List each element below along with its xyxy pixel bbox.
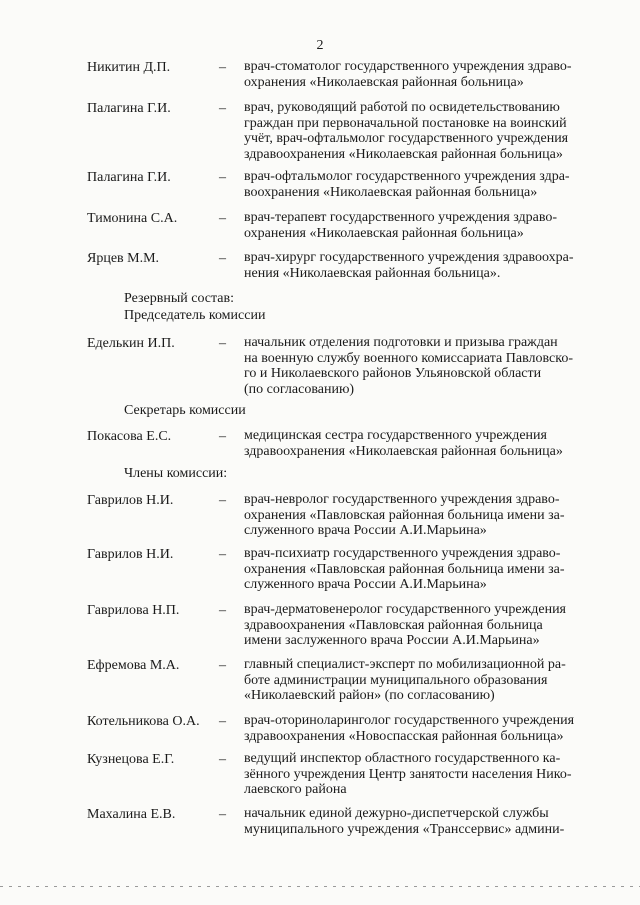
position-line: врач, руководящий работой по освидетельствованию <box>244 100 560 115</box>
position-line: охранения «Павловская районная больница имени за- <box>244 561 565 577</box>
position-line: главный специалист-эксперт по мобилизационной ра- <box>244 657 566 672</box>
position-line: здравоохранения «Новоспасская районная больница» <box>244 728 564 744</box>
position-line: врач-дерматовенеролог государственного учреждения <box>244 602 566 617</box>
dash: – <box>219 429 226 444</box>
dash: – <box>219 752 226 767</box>
scan-artifact-line <box>0 886 640 887</box>
position-line: начальник единой дежурно-диспетчерской службы <box>244 806 549 821</box>
member-name: Палагина Г.И. <box>87 101 171 116</box>
position-line: «Николаевский район» (по согласованию) <box>244 688 495 703</box>
member-name: Палагина Г.И. <box>87 170 171 185</box>
members-heading: Члены комиссии: <box>124 466 228 481</box>
secretary-heading: Секретарь комиссии <box>124 403 246 418</box>
position-line: охранения «Николаевская районная больница» <box>244 74 524 90</box>
position-line: служенного врача России А.И.Марьина» <box>244 577 487 592</box>
member-position <box>244 59 604 90</box>
member-name: Ефремова М.А. <box>87 658 180 673</box>
position-line: врач-оториноларинголог государственного учреждения <box>244 713 575 728</box>
position-line: имени заслуженного врача России А.И.Марьина» <box>244 633 540 648</box>
dash: – <box>219 336 226 351</box>
position-line: начальник отделения подготовки и призыва граждан <box>244 335 558 350</box>
member-position <box>244 169 604 200</box>
position-line: здравоохранения «Павловская районная больница <box>244 617 543 633</box>
position-line: муниципального учреждения «Транссервис» админи- <box>244 821 565 837</box>
member-name: Никитин Д.П. <box>87 60 171 75</box>
position-line: врач-психиатр государственного учреждения здраво- <box>244 546 561 561</box>
member-position <box>244 657 604 704</box>
position-line: учёт, врач-офтальмолог государственного учреждения <box>244 131 569 146</box>
member-position <box>244 335 604 397</box>
member-name: Гаврилов Н.И. <box>87 493 174 508</box>
member-position <box>244 713 604 744</box>
member-name: Тимонина С.А. <box>87 211 178 226</box>
position-line: врач-невролог государственного учреждения здраво- <box>244 492 560 507</box>
position-line: здравоохранения «Николаевская районная больница» <box>244 443 563 459</box>
member-name: Махалина Е.В. <box>87 807 176 822</box>
dash: – <box>219 170 226 185</box>
dash: – <box>219 211 226 226</box>
position-line: здравоохранения «Николаевская районная больница» <box>244 146 563 162</box>
member-position <box>244 751 604 798</box>
dash: – <box>219 807 226 822</box>
position-line: врач-офтальмолог государственного учреждения здра- <box>244 169 570 184</box>
dash: – <box>219 658 226 673</box>
dash: – <box>219 60 226 75</box>
dash: – <box>219 251 226 266</box>
member-name: Гаврилов Н.И. <box>87 547 174 562</box>
member-position <box>244 492 604 539</box>
member-position <box>244 806 604 837</box>
position-line: служенного врача России А.И.Марьина» <box>244 523 487 538</box>
member-name: Покасова Е.С. <box>87 429 172 444</box>
position-line: медицинская сестра государственного учреждения <box>244 428 547 443</box>
position-line: врач-хирург государственного учреждения здравоохра- <box>244 250 574 265</box>
dash: – <box>219 603 226 618</box>
position-line: охранения «Николаевская районная больница» <box>244 225 524 241</box>
position-line: граждан при первоначальной постановке на воинский <box>244 115 567 131</box>
member-name: Кузнецова Е.Г. <box>87 752 175 767</box>
position-line: охранения «Павловская районная больница имени за- <box>244 507 565 523</box>
dash: – <box>219 547 226 562</box>
member-name: Котельникова О.А. <box>87 714 200 729</box>
member-position <box>244 428 604 459</box>
member-position <box>244 546 604 593</box>
dash: – <box>219 493 226 508</box>
dash: – <box>219 101 226 116</box>
position-line: воохранения «Николаевская районная больница» <box>244 184 538 200</box>
member-position <box>244 250 604 281</box>
member-name: Гаврилова Н.П. <box>87 603 180 618</box>
member-name: Еделькин И.П. <box>87 336 175 351</box>
member-position <box>244 602 604 649</box>
position-line: нения «Николаевская районная больница». <box>244 265 501 281</box>
member-position <box>244 210 604 241</box>
position-line: зённого учреждения Центр занятости населения Нико- <box>244 766 572 782</box>
reserve-heading: Резервный состав: <box>124 291 235 306</box>
position-line: го и Николаевского районов Ульяновской области <box>244 366 542 381</box>
position-line: на военную службу военного комиссариата Павловско- <box>244 350 573 366</box>
dash: – <box>219 714 226 729</box>
position-line: боте администрации муниципального образования <box>244 672 548 688</box>
position-line: врач-терапевт государственного учреждения здраво- <box>244 210 558 225</box>
position-line: (по согласованию) <box>244 381 355 397</box>
chair-heading: Председатель комиссии <box>124 308 266 323</box>
member-name: Ярцев М.М. <box>87 251 160 266</box>
position-line: лаевского района <box>244 782 347 797</box>
page-number: 2 <box>316 38 324 53</box>
member-position <box>244 100 604 162</box>
position-line: ведущий инспектор областного государственного ка- <box>244 751 561 766</box>
position-line: врач-стоматолог государственного учреждения здраво- <box>244 59 572 74</box>
